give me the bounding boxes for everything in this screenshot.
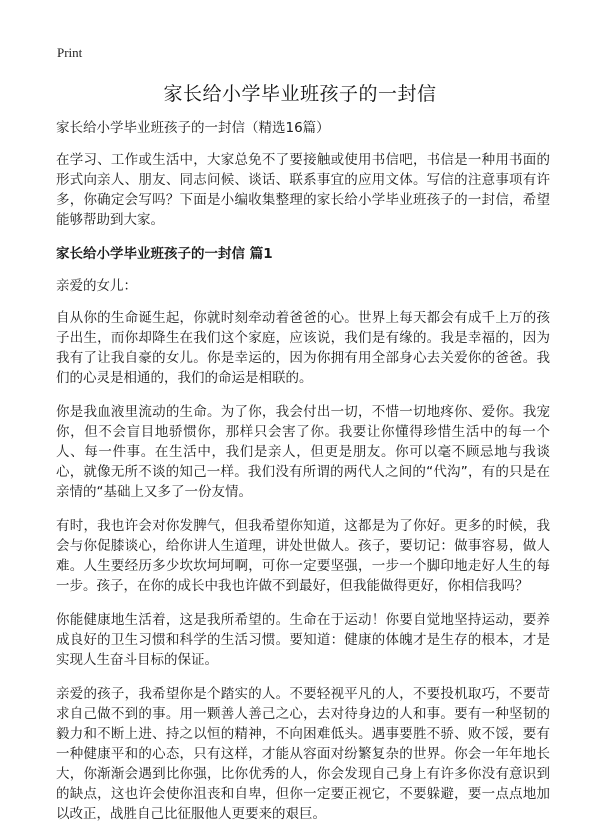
letter-greeting: 亲爱的女儿： (56, 278, 137, 294)
intro-paragraph: 在学习、工作或生活中，大家总免不了要接触或使用书信吧，书信是一种用书面的形式向亲人、朋友、同志问候、谈话、联系事宜的应用文体。写信的注意事项有许多，你确定会写吗？下面是小编收集整理的家长给小学毕业班孩子的一封信，希望能够帮助到大家。 (56, 152, 550, 228)
body-paragraph-5: 亲爱的孩子，我希望你是个踏实的人。不要轻视平凡的人，不要投机取巧，不要苛求自己做不到的事。用一颗善人善己之心，去对待身边的人和事。要有一种坚韧的毅力和不断上进、持之以恒的精神，不向困难低头。遇事要胜不骄、败不馁，要有一种健康平和的心态，只有这样，才能从容面对纷繁复杂的世界。你会一年年地长大，你渐渐会遇到比你强，比你优秀的人，你会发现自己身上有许多你没有意识到的缺点，这也许会使你沮丧和自卑，但你一定要正视它，不要躲避，要一点点地加以改正，战胜自己比征服他人更要来的艰巨。 (56, 686, 550, 822)
document-body (56, 118, 550, 838)
body-paragraph-2: 你是我血液里流动的生命。为了你，我会付出一切，不惜一切地疼你、爱你。我宠你，但不会盲目地骄惯你，那样只会害了你。我要让你懂得珍惜生活中的每一个人、每一件事。在生活中，我们是亲人，但更是朋友。你可以毫不顾忌地与我谈心，就像无所不谈的知己一样。我们没有所谓的两代人之间的“代沟”，有的只是在亲情的“基础上又多了一份友情。 (56, 404, 550, 500)
print-link[interactable]: Print (57, 45, 83, 60)
page-title: 家长给小学毕业班孩子的一封信 (163, 83, 437, 105)
body-paragraph-4: 你能健康地生活着，这是我所希望的。生命在于运动！你要自觉地坚持运动，要养成良好的卫生习惯和科学的生活习惯。要知道：健康的体魄才是生存的根本，才是实现人生奋斗目标的保证。 (56, 612, 550, 668)
section-heading: 家长给小学毕业班孩子的一封信 篇1 (56, 246, 273, 262)
body-paragraph-1: 自从你的生命诞生起，你就时刻牵动着爸爸的心。世界上每天都会有成千上万的孩子出生，而你却降生在我们这个家庭，应该说，我们是有缘的。我是幸福的，因为我有了让我自豪的女儿。你是幸运的，因为你拥有用全部身心去关爱你的爸爸。我们的心灵是相通的，我们的命运是相联的。 (56, 310, 550, 386)
body-paragraph-3: 有时，我也许会对你发脾气，但我希望你知道，这都是为了你好。更多的时候，我会与你促膝谈心，给你讲人生道理，讲处世做人。孩子，要切记：做事容易，做人难。人生要经历多少坎坎坷坷啊，可你一定要坚强，一步一个脚印地走好人生的每一步。孩子，在你的成长中我也许做不到最好，但我能做得更好，你相信我吗？ (56, 518, 550, 594)
document-subtitle: 家长给小学毕业班孩子的一封信（精选16篇） (56, 120, 330, 136)
